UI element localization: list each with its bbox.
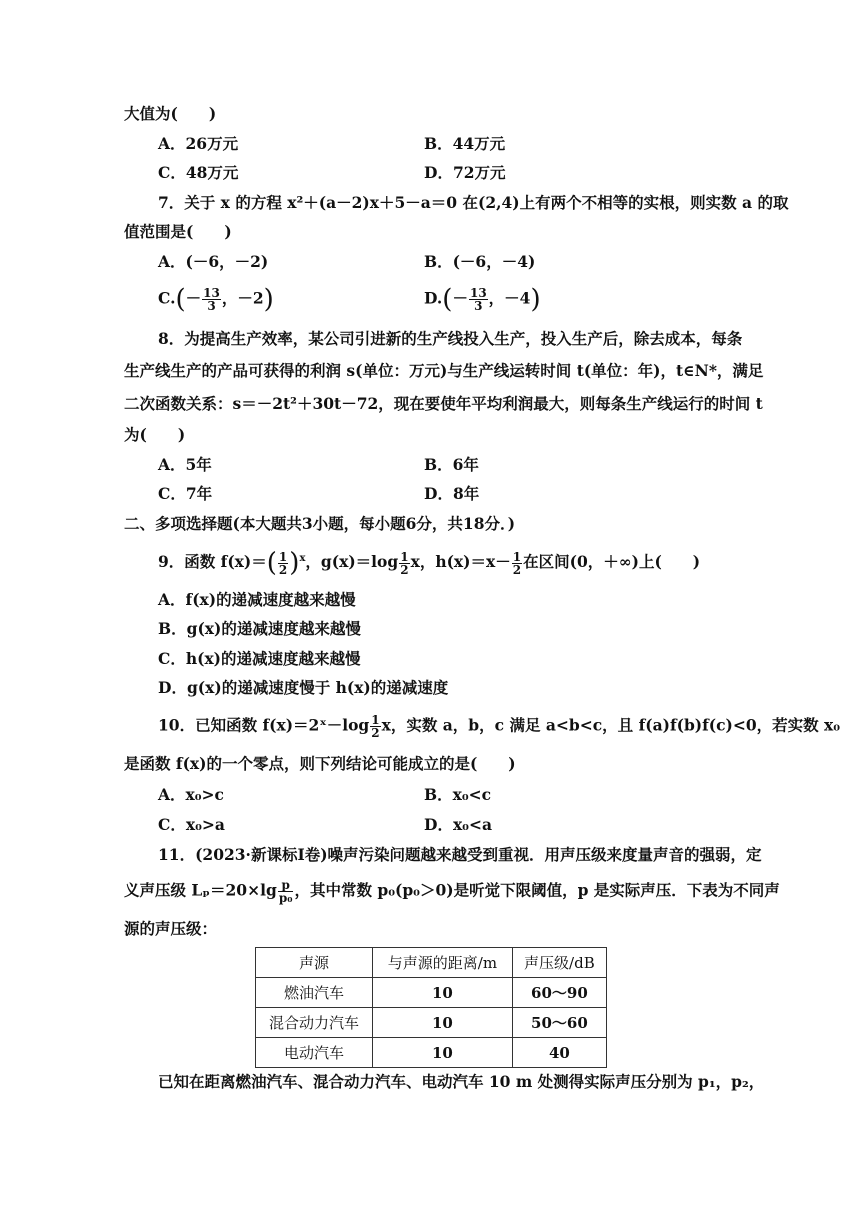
q11-frac-num: p	[278, 879, 294, 892]
q9-pre: 9．函数 f(x)＝	[158, 552, 267, 572]
q11-line1: 11．(2023·新课标Ⅰ卷)噪声污染问题越来越受到重视．用声压级来度量声音的强弱，定	[158, 845, 762, 864]
q9-option-d: D．g(x)的递减速度慢于 h(x)的递减速度	[158, 678, 449, 697]
section-2-heading: 二、多项选择题(本大题共3小题，每小题6分，共18分．)	[124, 514, 516, 533]
q6-option-a: A．26万元	[158, 134, 239, 153]
q11-line2-pre: 义声压级 Lₚ＝20×lg	[124, 880, 277, 900]
q9-frac-den: 2	[278, 562, 288, 577]
table-cell: 40	[512, 1038, 606, 1068]
q7-d-frac-num: 13	[469, 286, 487, 300]
q8-option-c: C．7年	[158, 484, 213, 503]
q11-line3: 源的声压级：	[124, 919, 218, 938]
table-cell: 10	[373, 978, 513, 1008]
q9-mid1: ，g(x)＝log	[305, 552, 399, 572]
q8-line3: 二次函数关系：s＝－2t²＋30t－72，现在要使年平均利润最大，则每条生产线运行的时间 t	[124, 394, 763, 413]
q7-option-d-prefix: D.	[424, 288, 443, 308]
table-cell: 混合动力汽车	[256, 1008, 373, 1038]
q7-option-d-tail: ，－4	[488, 288, 531, 308]
q7-line1: 7．关于 x 的方程 x²＋(a－2)x＋5－a＝0 在(2,4)上有两个不相等的实根，则实数 a 的取	[158, 193, 789, 212]
q7-line2: 值范围是( )	[124, 222, 232, 241]
q8-line4: 为( )	[124, 425, 186, 444]
q7-option-d: D.(－ $\frac{13}{3}$ ，－4)	[424, 284, 541, 315]
q6-option-d: D．72万元	[424, 163, 506, 182]
sound-level-table	[255, 947, 607, 1068]
q8-option-d: D．8年	[424, 484, 480, 503]
q10-option-a: A．x₀>c	[158, 785, 224, 804]
q6-tail: 大值为( )	[124, 104, 217, 123]
q10-option-c: C．x₀>a	[158, 815, 225, 834]
table-row	[256, 978, 607, 1008]
q10-option-d: D．x₀<a	[424, 815, 493, 834]
q7-option-c-tail: ，－2	[221, 288, 264, 308]
table-row	[256, 1038, 607, 1068]
q9-frac-num: 1	[278, 549, 288, 564]
q11-frac-den: p₀	[278, 891, 293, 905]
table-header-cell: 声源	[256, 948, 373, 978]
q9-stem: 9．函数 f(x)＝( $\frac{1}{2}$ )$^x$，g(x)＝log $\frac{1}{2}$ x，h(x)＝x－ $\frac{1}{2}$ 在区间(0，＋∞)上( )	[158, 548, 701, 579]
table-cell: 50～60	[512, 1008, 606, 1038]
q9-option-c: C．h(x)的递减速度越来越慢	[158, 649, 361, 668]
q7-c-frac-num: 13	[203, 286, 220, 300]
table-cell: 燃油汽车	[256, 978, 373, 1008]
q7-option-a: A．(－6，－2)	[158, 252, 269, 271]
q7-d-frac-den: 3	[474, 299, 483, 313]
q10-option-b: B．x₀<c	[424, 785, 492, 804]
table-cell: 10	[373, 1008, 513, 1038]
q10-line2: 是函数 f(x)的一个零点，则下列结论可能成立的是( )	[124, 754, 516, 773]
q8-line1: 8．为提高生产效率，某公司引进新的生产线投入生产，投入生产后，除去成本，每条	[158, 329, 743, 348]
q10-line1: 10．已知函数 f(x)＝2ˣ－log $\frac{1}{2}$ x，实数 a，b，c 满足 a<b<c，且 f(a)f(b)f(c)<0，若实数 x₀	[158, 713, 841, 740]
q10-pre: 10．已知函数 f(x)＝2ˣ－log	[158, 715, 370, 735]
q7-option-c: C.(－ $\frac{13}{3}$ ，－2)	[158, 284, 274, 315]
q8-option-b: B．6年	[424, 455, 479, 474]
q10-tail: x，实数 a，b，c 满足 a<b<c，且 f(a)f(b)f(c)<0，若实数 x₀	[381, 715, 841, 735]
q6-option-c: C．48万元	[158, 163, 239, 182]
q7-c-frac-den: 3	[207, 299, 216, 313]
q9-mid2: x，h(x)＝x－	[410, 552, 511, 572]
q9-tail: 在区间(0，＋∞)上( )	[523, 552, 701, 572]
table-cell: 电动汽车	[256, 1038, 373, 1068]
table-cell: 60～90	[512, 978, 606, 1008]
q11-line4: 已知在距离燃油汽车、混合动力汽车、电动汽车 10 m 处测得实际声压分别为 p₁，p₂，	[158, 1072, 765, 1091]
table-cell: 10	[373, 1038, 513, 1068]
q6-option-b: B．44万元	[424, 134, 506, 153]
q7-option-c-prefix: C.	[158, 288, 176, 308]
q7-option-b: B．(－6，－4)	[424, 252, 536, 271]
q8-option-a: A．5年	[158, 455, 212, 474]
q11-line2	[124, 879, 780, 904]
table-header-row	[256, 948, 607, 978]
table-header-cell: 与声源的距离/m	[373, 948, 513, 978]
table-row	[256, 1008, 607, 1038]
q8-line2: 生产线生产的产品可获得的利润 s(单位：万元)与生产线运转时间 t(单位：年)，t∈N*，满足	[124, 361, 764, 380]
q11-line2-tail: ，其中常数 p₀(p₀＞0)是听觉下限阈值，p 是实际声压．下表为不同声	[294, 880, 780, 900]
table-header-cell: 声压级/dB	[512, 948, 606, 978]
q9-option-b: B．g(x)的递减速度越来越慢	[158, 619, 361, 638]
q9-option-a: A．f(x)的递减速度越来越慢	[158, 590, 356, 609]
